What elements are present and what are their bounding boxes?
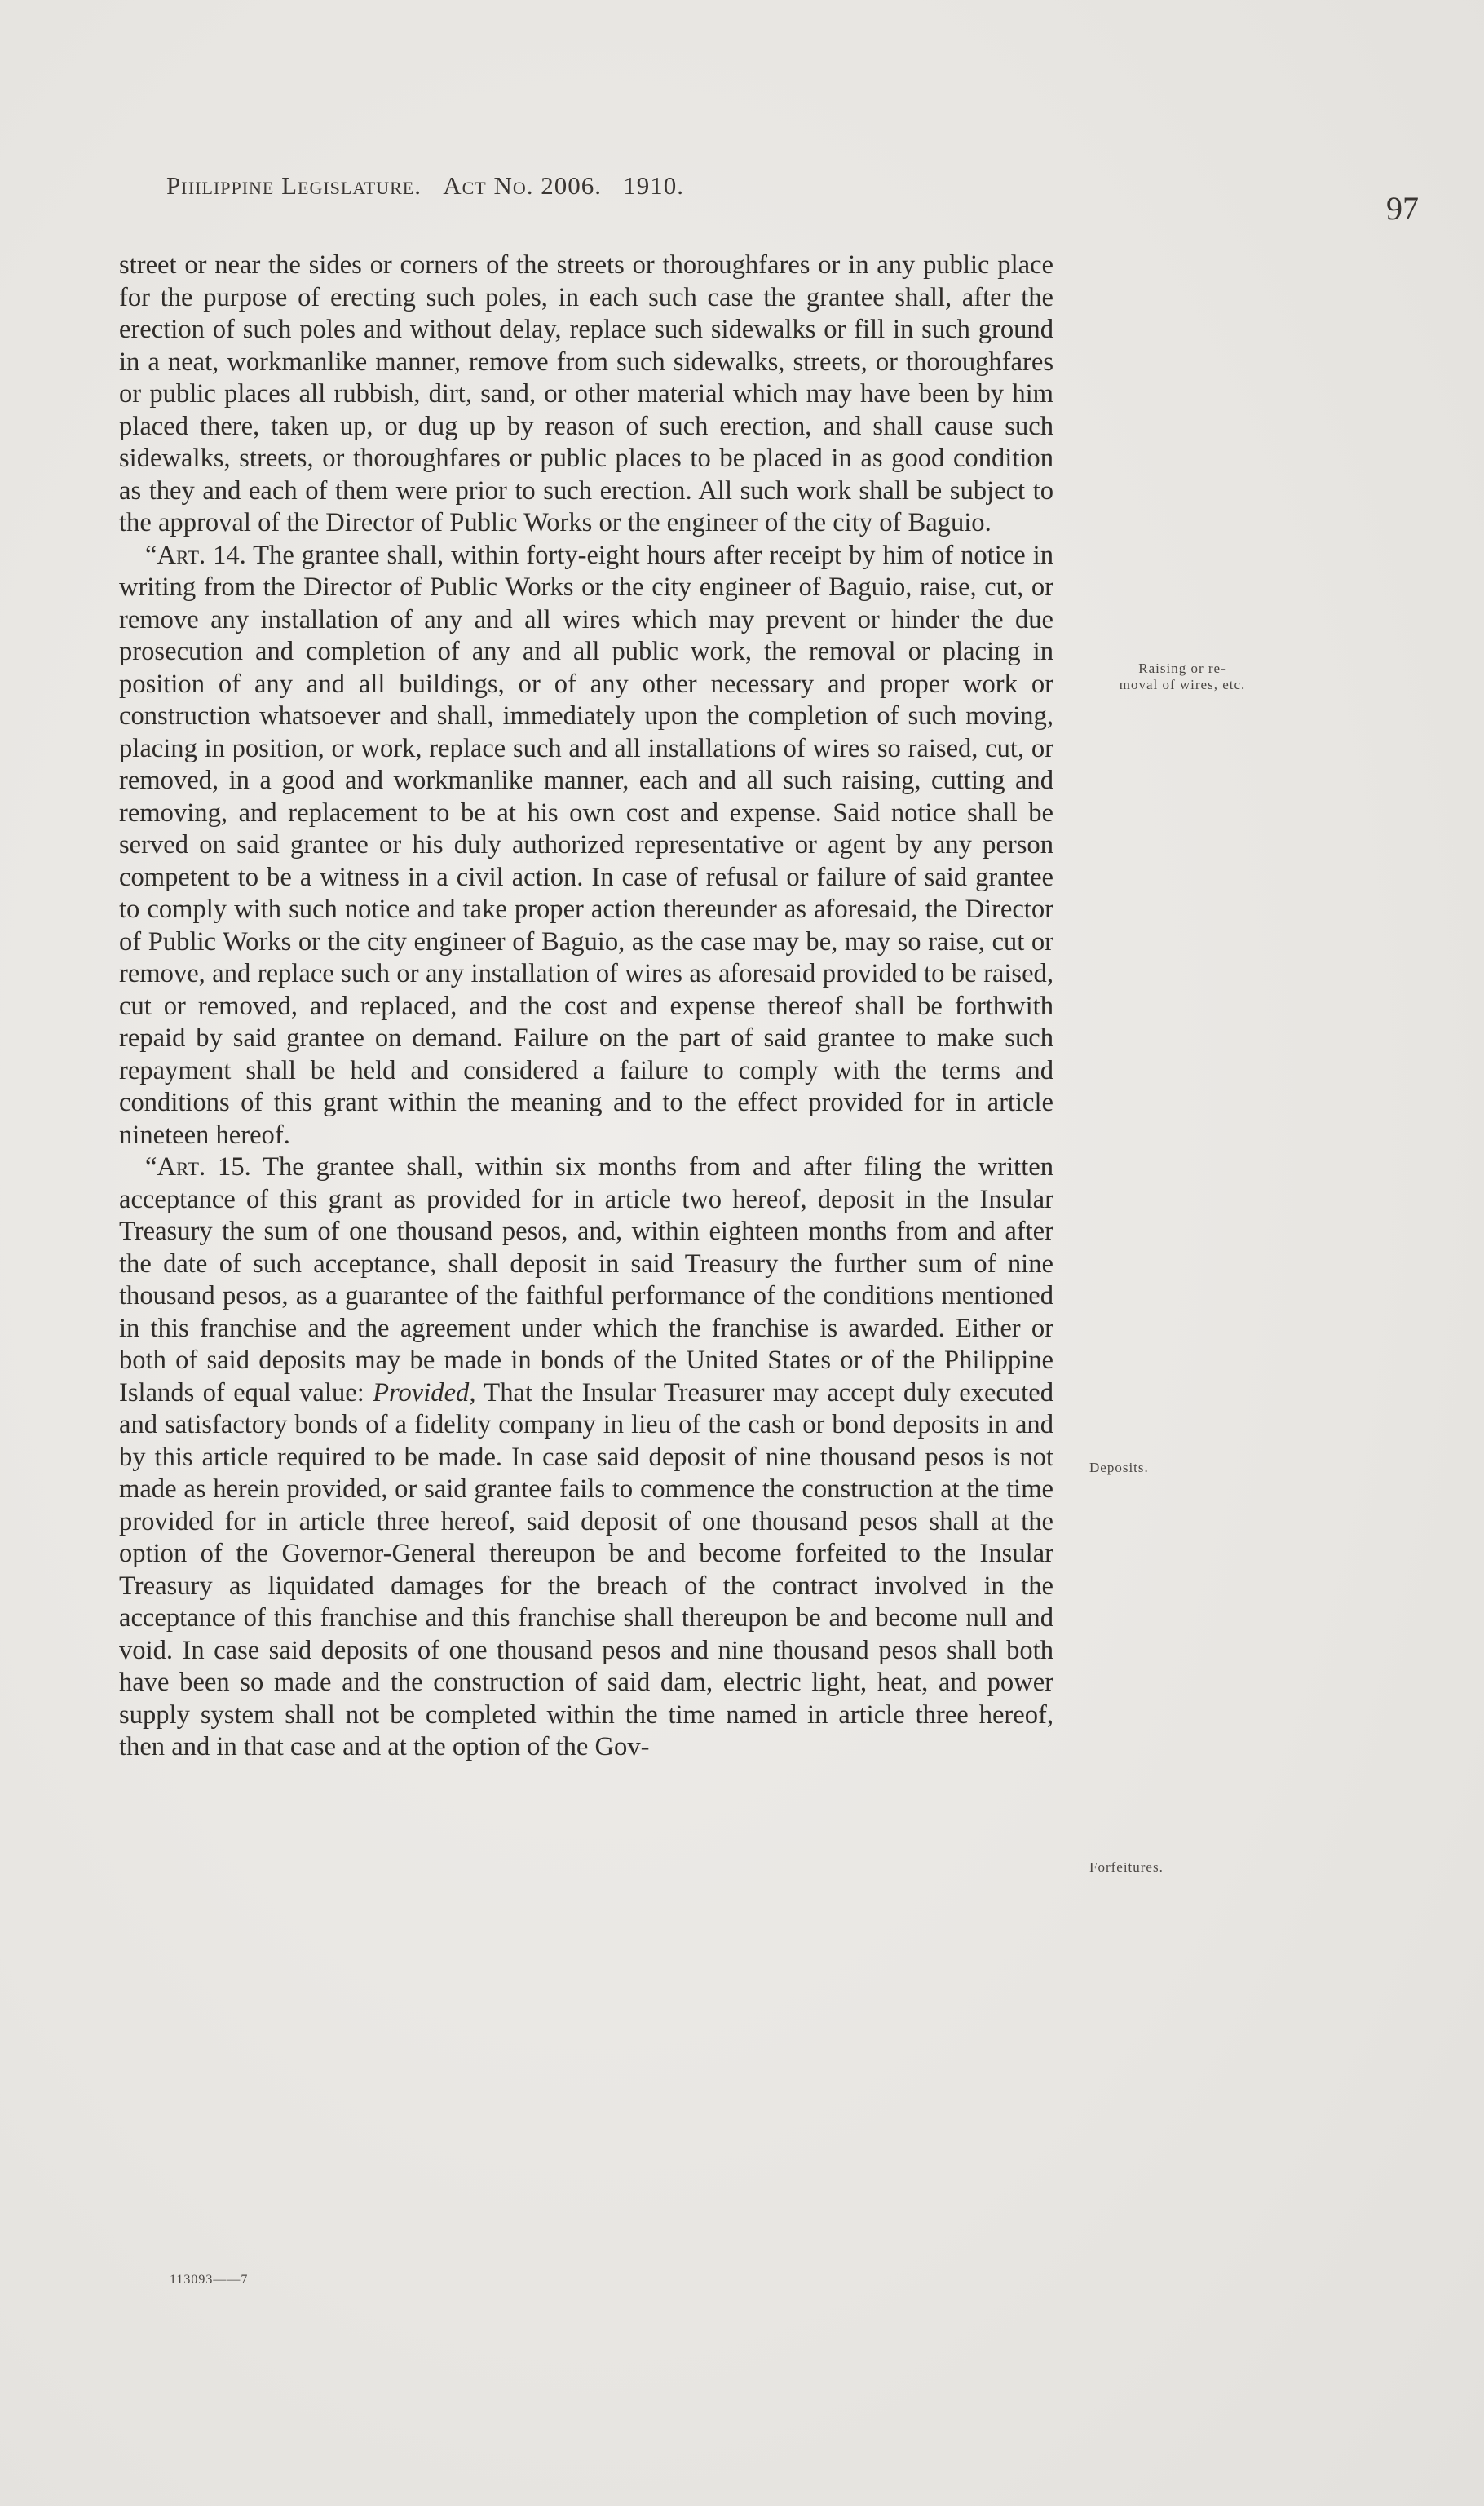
act-number: Act No. 2006. [443,171,603,200]
article-14-heading: “Art. 14. [145,540,246,570]
running-head [166,171,684,201]
side-note-raising-wires [1060,661,1305,693]
page-number: 97 [1386,190,1419,227]
article-15-text-b: That the Insular Treasurer may accept duly executed and satisfactory bonds of a fidelity company in lieu of the cash or bond deposits in and by this article required to be made. In case said deposit of nine thousand pesos is not made as herein provided, or said grantee fails to commence the construction at the time provided for in article three hereof, said deposit of one thousand pesos shall at the option of the Governor-General thereupon be and become forfeited to the Insular Treasury as liquidated damages for the breach of the contract involved in the acceptance of this franchise and this franchise shall thereupon be and become null and void. In case said deposits of one thousand pesos and nine thousand pesos shall both have been so made and the construction of said dam, electric light, heat, and power supply system shall not be completed within the time named in article three hereof, then and in that case and at the option of the Gov- [119,1377,1053,1761]
article-15-text-a: The grantee shall, within six months from and after filing the written acceptance of this grant as provided for in article two hereof, deposit in the Insular Treasury the sum of one thousand pesos, and, within eighteen months from and after the date of such acceptance, shall deposit in said Treasury the further sum of nine thousand pesos, as a guarantee of the faithful performance of the conditions mentioned in this franchise and the agreement under which the franchise is awarded. Either or both of said deposits may be made in bonds of the United States or of the Philippine Islands of equal value: [119,1152,1053,1408]
paragraph-article-15 [119,1151,1053,1764]
act-year: 1910. [623,171,685,200]
side-note-raising-line-1: Raising or re- [1138,661,1226,676]
article-15-proviso: Provided, [373,1377,476,1408]
legislature-title: Philippine Legislature. [166,171,422,200]
print-code: 113093——7 [170,2273,249,2287]
paragraph-article-14 [119,540,1053,1152]
side-note-deposits: Deposits. [1089,1460,1149,1475]
body-text [119,250,1053,1764]
article-15-heading: “Art. 15. [145,1152,251,1182]
side-note-forfeitures: Forfeitures. [1089,1859,1164,1875]
paragraph-continuation: street or near the sides or corners of the streets or thoroughfares or in any public place for the purpose of erecting such poles, in each such case the grantee shall, after the erection of such poles and without delay, replace such sidewalks or fill in such ground in a neat, workmanlike manner, remove from such sidewalks, streets, or thoroughfares or public places all rubbish, dirt, sand, or other material which may have been by him placed there, taken up, or dug up by reason of such erection, and shall cause such sidewalks, streets, or thoroughfares or public places to be placed in as good condition as they and each of them were prior to such erection. All such work shall be subject to the approval of the Director of Public Works or the engineer of the city of Baguio. [119,250,1053,537]
article-14-text: The grantee shall, within forty-eight hours after receipt by him of notice in writing from the Director of Public Works or the city engineer of Baguio, raise, cut, or remove any installation of any and all wires which may prevent or hinder the due prosecution and completion of any and all public work, the removal or placing in position of any and all buildings, or of any other necessary and proper work or construction whatsoever and shall, immediately upon the completion of such moving, placing in position, or work, replace such and all installations of wires so raised, cut, or removed, in a good and workmanlike manner, each and all such raising, cutting and removing, and replacement to be at his own cost and expense. Said notice shall be served on said grantee or his duly authorized representative or agent by any person competent to be a witness in a civil action. In case of refusal or failure of said grantee to comply with such notice and take proper action thereunder as aforesaid, the Director of Public Works or the city engineer of Baguio, as the case may be, may so raise, cut or remove, and replace such or any installation of wires as aforesaid provided to be raised, cut or removed, and replaced, and the cost and expense thereof shall be forthwith repaid by said grantee on demand. Failure on the part of said grantee to make such repayment shall be held and considered a failure to comply with the terms and conditions of this grant within the meaning and to the effect provided for in article nineteen hereof. [119,540,1053,1150]
side-note-raising-line-2: moval of wires, etc. [1119,677,1246,692]
